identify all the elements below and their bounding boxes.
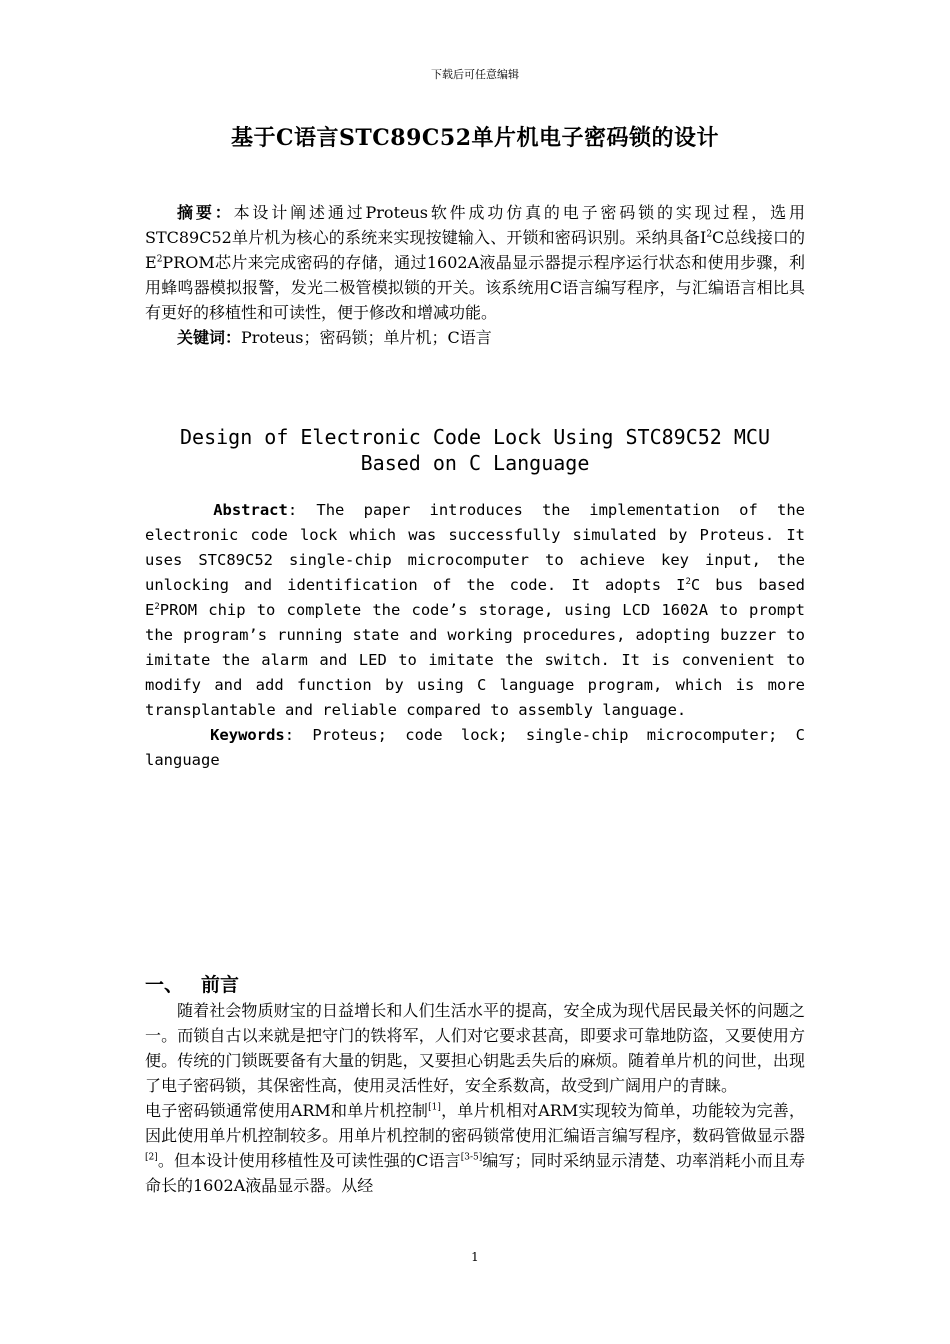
abstract-text-1: 本设计阐述通过Proteus软件成功仿真的电子密码锁的实现过程，选用STC89C52单片机为核心的系统来实现按键输入、开锁和密码识别。采纳具备I — [145, 203, 805, 247]
english-abstract-block — [145, 498, 805, 773]
abstract-text-2: C总线接口的E — [145, 228, 805, 272]
keywords-text: Proteus；密码锁；单片机；C语言 — [241, 328, 492, 347]
body-text-2a: 电子密码锁通常使用ARM和单片机控制 — [145, 1101, 429, 1120]
english-abstract — [145, 498, 805, 723]
abstract-text-3: PROM芯片来完成密码的存储，通过1602A液晶显示器提示程序运行状态和使用步骤，利用蜂鸣器模拟报警，发光二极管模拟锁的开关。该系统用C语言编写程序，与汇编语言相比具有更好的移植性和可读性，便于修改和增减功能。 — [145, 253, 805, 322]
en-abstract-text-1: : The paper introduces the implementation of the electronic code lock which was successfully simulated by Proteus. It uses STC89C52 single-chip microcomputer to achieve key input, the unlocking and identification of the code. It adopts I — [145, 501, 805, 594]
chinese-title: 基于C语言STC89C52单片机电子密码锁的设计 — [230, 125, 720, 151]
chinese-abstract — [145, 200, 805, 325]
en-keywords-text: : Proteus; code lock; single-chip microcomputer; C language — [145, 726, 805, 769]
body-paragraph-2 — [145, 1098, 805, 1198]
en-keywords-label: Keywords — [210, 726, 285, 744]
en-abstract-text-3: PROM chip to complete the code’s storage, using LCD 1602A to prompt the program’s running state and working procedures, adopting buzzer to imitate the alarm and LED to imitate the switch. It is convenient to modify and add function by using C language program, which is more transplantable and reliable compared to assembly language. — [145, 601, 805, 719]
english-title: Design of Electronic Code Lock Using STC89C52 MCU Based on C Language — [179, 425, 770, 475]
english-keywords — [145, 723, 805, 773]
superscript: 2 — [154, 601, 160, 612]
body-text — [145, 998, 805, 1198]
section-number: 一、 — [145, 974, 184, 996]
citation: [2] — [145, 1152, 158, 1163]
superscript: 2 — [156, 254, 163, 265]
en-abstract-label: Abstract — [213, 501, 288, 519]
chinese-keywords — [145, 325, 805, 350]
superscript: 2 — [685, 576, 691, 587]
abstract-label: 摘要： — [177, 203, 234, 222]
en-abstract-text-2: C bus based E — [145, 576, 805, 619]
body-text-2d: 编写；同时采纳显示清楚、功率消耗小而且寿命长的1602A液晶显示器。从经 — [145, 1151, 805, 1195]
body-text-2c: 。但本设计使用移植性及可读性强的C语言 — [157, 1151, 461, 1170]
superscript: 2 — [706, 229, 713, 240]
citation: [1] — [428, 1102, 441, 1113]
body-text-2b: ，单片机相对ARM实现较为简单，功能较为完善，因此使用单片机控制较多。用单片机控制的密码锁常使用汇编语言编写程序，数码管做显示器 — [145, 1101, 805, 1145]
citation: [3-5] — [460, 1152, 483, 1163]
section-heading — [145, 970, 239, 997]
section-title: 前言 — [201, 974, 240, 996]
page-number: 1 — [471, 1250, 479, 1264]
chinese-abstract-block — [145, 200, 805, 350]
keywords-label: 关键词： — [177, 328, 242, 347]
header-note: 下载后可任意编辑 — [431, 68, 519, 81]
body-paragraph-1: 随着社会物质财宝的日益增长和人们生活水平的提高，安全成为现代居民最关怀的问题之一。而锁自古以来就是把守门的铁将军，人们对它要求甚高，即要求可靠地防盗，又要使用方便。传统的门锁既要备有大量的钥匙，又要担心钥匙丢失后的麻烦。随着单片机的问世，出现了电子密码锁，其保密性高，使用灵活性好，安全系数高，故受到广阔用户的青睐。 — [145, 1001, 805, 1095]
